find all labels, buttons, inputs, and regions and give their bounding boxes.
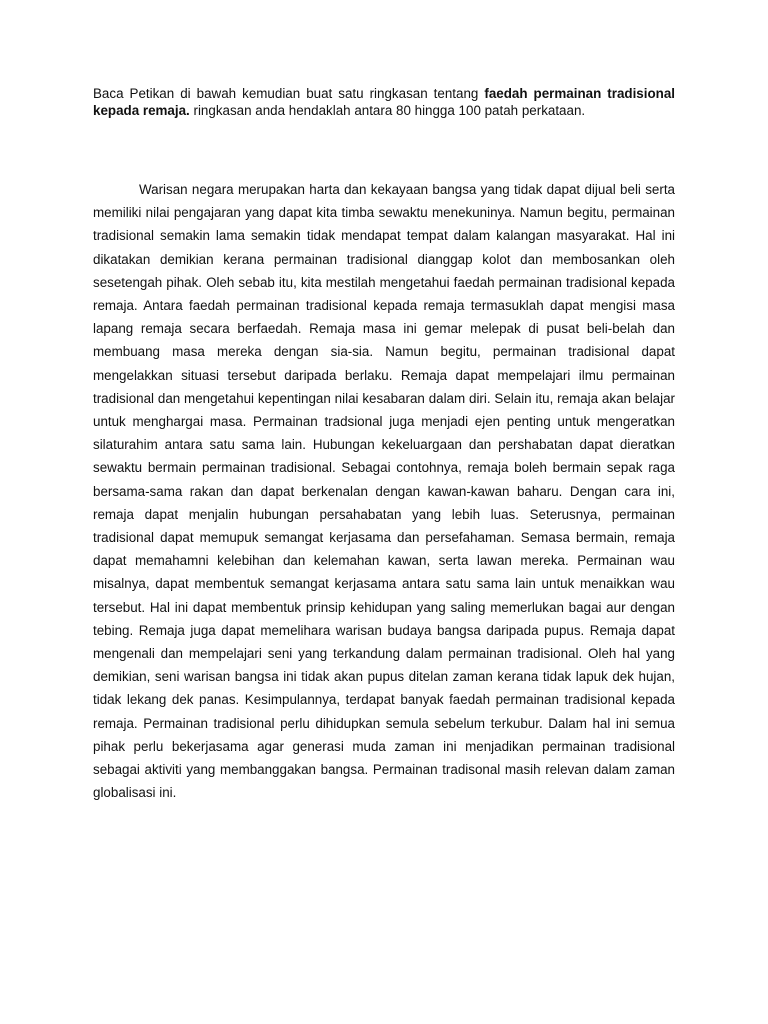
instruction-text: Baca Petikan di bawah kemudian buat satu ringkasan tentang	[93, 86, 485, 101]
instruction-text-end: ringkasan anda hendaklah antara 80 hingga 100 patah perkataan.	[189, 102, 586, 118]
instruction-bold-topic: faedah permainan tradisional kepada remaja.	[93, 86, 675, 118]
instruction-paragraph	[93, 86, 675, 119]
passage-paragraph: Warisan negara merupakan harta dan kekayaan bangsa yang tidak dapat dijual beli serta memiliki nilai pengajaran yang dapat kita timba sewaktu menekuninya. Namun begitu, permainan tradisional semakin lama semakin tidak mendapat tempat dalam kalangan masyarakat. Hal ini dikatakan demikian kerana permainan tradisional dianggap kolot dan membosankan oleh sesetengah pihak. Oleh sebab itu, kita mestilah mengetahui faedah permainan tradisional kepada remaja. Antara faedah permainan tradisional kepada remaja termasuklah dapat mengisi masa lapang remaja secara berfaedah. Remaja masa ini gemar melepak di pusat beli-belah dan membuang masa mereka dengan sia-sia. Namun begitu, permainan tradisional dapat mengelakkan situasi tersebut daripada berlaku. Remaja dapat mempelajari ilmu permainan tradisional dan mengetahui kepentingan nilai kesabaran dalam diri. Selain itu, remaja akan belajar untuk menghargai masa. Permainan tradsional juga menjadi ejen penting untuk mengeratkan silaturahim antara satu sama lain. Hubungan kekeluargaan dan pershabatan dapat dieratkan sewaktu bermain permainan tradisional. Sebagai contohnya, remaja boleh bermain sepak raga bersama-sama rakan dan dapat berkenalan dengan kawan-kawan baharu. Dengan cara ini, remaja dapat menjalin hubungan persahabatan yang lebih luas. Seterusnya, permainan tradisional dapat memupuk semangat kerjasama dan persefahaman. Semasa bermain, remaja dapat memahamni kelebihan dan kelemahan kawan, serta lawan mereka. Permainan wau misalnya, dapat membentuk semangat kerjasama antara satu sama lain untuk menaikkan wau tersebut. Hal ini dapat membentuk prinsip kehidupan yang saling memerlukan bagai aur dengan tebing. Remaja juga dapat memelihara warisan budaya bangsa daripada pupus. Remaja dapat mengenali dan mempelajari seni yang terkandung dalam permainan tradisional. Oleh hal yang demikian, seni warisan bangsa ini tidak akan pupus ditelan zaman kerana tidak lapuk dek hujan, tidak lekang dek panas. Kesimpulannya, terdapat banyak faedah permainan tradisional kepada remaja. Permainan tradisional perlu dihidupkan semula sebelum terkubur. Dalam hal ini semua pihak perlu bekerjasama agar generasi muda zaman ini menjadikan permainan tradisional sebagai aktiviti yang membanggakan bangsa. Permainan tradisonal masih relevan dalam zaman globalisasi ini.	[93, 182, 675, 801]
